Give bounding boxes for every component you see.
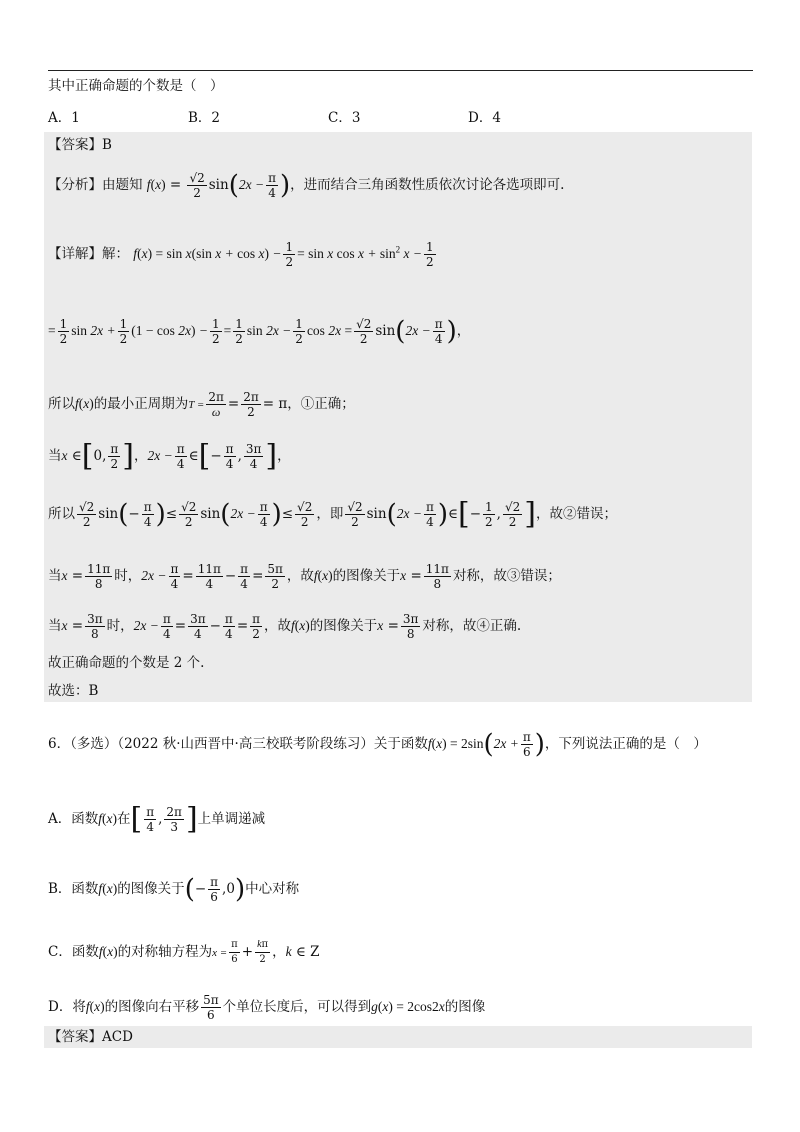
range-line: 所以 $\frac{√2}{2}$ sin(− $\frac{\pi}{4}$ )≤ $\frac{√2}{2}$ sin(2x − $\frac{\pi}{4}$ )≤ $\frac{√2}{2}$ ，即 $\frac{√2}{2}$ sin(2x − $\frac{\pi}{4}$ )∈[− $\frac{1}{2}$ , $\frac{√2}{2}$ ]，故②错误； xyxy=(48,496,617,532)
analysis-tail: ，进而结合三角函数性质依次讨论各选项即可. xyxy=(290,177,565,193)
q6-option-b: B．函数f(x)的图像关于(− $\frac{\pi}{6}$ ,0)中心对称 xyxy=(48,874,300,905)
q6-stem: 6．（多选）（2022 秋·山西晋中·高三校联考阶段练习）关于函数f(x) = 2sin(2x + $\frac{\pi}{6}$ )，下列说法正确的是（ ） xyxy=(48,729,707,760)
option-b: B．2 xyxy=(188,110,221,126)
detail-label: 【详解】解： xyxy=(48,246,129,262)
option-c: C．3 xyxy=(328,110,361,126)
domain-line: 当x ∈[0, $\frac{\pi}{2}$ ]，2x − $\frac{\pi}{4}$ ∈[− $\frac{\pi}{4}$ , $\frac{3\pi}{4}$ ]， xyxy=(48,438,291,474)
option-d: D．4 xyxy=(468,110,501,126)
period-line: 所以f(x)的最小正周期为T = $\frac{2\pi}{\omega}$ = $\frac{2\pi}{2}$ = π，①正确； xyxy=(48,390,355,419)
option-a: A．1 xyxy=(48,110,80,126)
answer-label: 【答案】B xyxy=(48,137,112,153)
q6-option-d: D．将f(x)的图像向右平移 $\frac{5\pi}{6}$ 个单位长度后，可以得到g(x) = 2cos2x的图像 xyxy=(48,993,486,1022)
detail-line-1: 【详解】解： f(x) = sin x(sin x + cos x) − $\frac{1}{2}$ = sin x $\cos x + \sin^2 x$ − $\frac{1}{2}$ xyxy=(48,240,434,269)
statement3-line: 当x = $\frac{11\pi}{8}$ 时，2x − $\frac{\pi}{4}$ = $\frac{11\pi}{4}$ − $\frac{\pi}{4}$ = $\frac{5\pi}{2}$ ，故f(x)的图像关于x = $\frac{11\pi}{8}$ 对称，故③错误； xyxy=(48,562,561,591)
top-rule xyxy=(48,70,753,71)
statement4-line: 当x = $\frac{3\pi}{8}$ 时，2x − $\frac{\pi}{4}$ = $\frac{3\pi}{4}$ − $\frac{\pi}{4}$ = $\frac{\pi}{2}$ ，故f(x)的图像关于x = $\frac{3\pi}{8}$ 对称，故④正确. xyxy=(48,612,522,641)
conclusion-line: 故正确命题的个数是 2 个. xyxy=(48,655,205,671)
formula-f: f(x) xyxy=(146,177,166,192)
analysis-line: 【分析】由题知 f(x) = $\frac{√2}{2}$ sin(2x − $\frac{\pi}{4}$ )，进而结合三角函数性质依次讨论各选项即可. xyxy=(48,170,565,201)
analysis-label: 【分析】由题知 xyxy=(48,177,143,193)
q6-option-c: C．函数f(x)的对称轴方程为x = $\frac{\pi}{6}$ + $\frac{k\pi}{2}$ ，k ∈ Z xyxy=(48,939,320,965)
question-tail: 其中正确命题的个数是（ ） xyxy=(48,78,224,94)
q6-answer-block xyxy=(44,1026,752,1048)
q6-answer: 【答案】ACD xyxy=(48,1029,133,1045)
choice-line: 故选：B xyxy=(48,683,99,699)
q6-option-a: A．函数f(x)在[ $\frac{\pi}{4}$ , $\frac{2\pi}{3}$ ]上单调递减 xyxy=(48,801,266,837)
detail-line-2: = $\frac{1}{2}$ sin 2x + $\frac{1}{2}$ (1 − cos 2x) − $\frac{1}{2}$ = $\frac{1}{2}$ sin 2x − $\frac{1}{2}$ cos 2x = $\frac{√2}{2}$ sin(2x − $\frac{\pi}{4}$ )， xyxy=(48,316,471,347)
